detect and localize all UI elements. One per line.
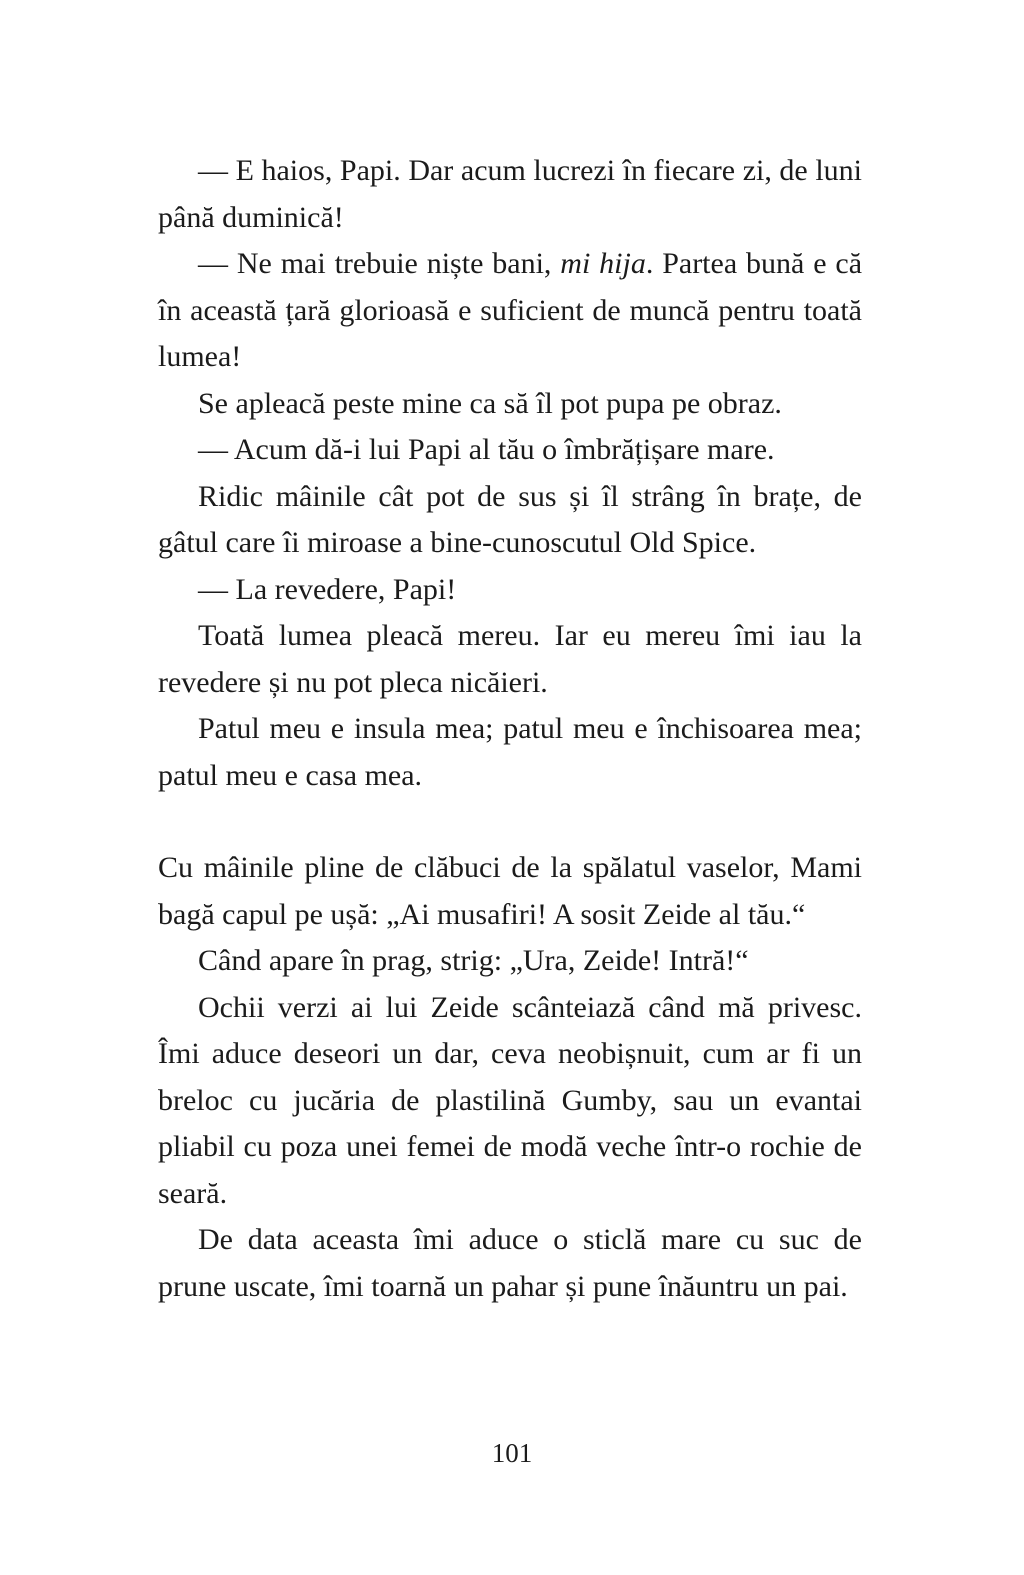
paragraph: Ridic mâinile cât pot de sus și îl strâng în brațe, de gâtul care îi miroase a bine-cunoscutul Old Spice. <box>158 479 862 559</box>
paragraph: Se apleacă peste mine ca să îl pot pupa pe obraz. <box>198 386 782 420</box>
paragraph-text: — Ne mai trebuie niște bani, <box>198 247 561 280</box>
paragraph: — La revedere, Papi! <box>198 572 457 606</box>
paragraph: Când apare în prag, strig: „Ura, Zeide! Intră!“ <box>198 944 749 977</box>
paragraph <box>158 241 862 381</box>
paragraph: — Acum dă-i lui Papi al tău o îmbrățișare mare. <box>198 433 775 466</box>
italic-phrase: mi hija <box>560 247 646 280</box>
paragraph: Toată lumea pleacă mereu. Iar eu mereu îmi iau la revedere și nu pot pleca nicăieri. <box>158 619 862 699</box>
body-text <box>158 148 862 1310</box>
paragraph: Patul meu e insula mea; patul meu e închisoarea mea; patul meu e casa mea. <box>158 712 862 792</box>
section-first-paragraph: Cu mâinile pline de clăbuci de la spălatul vaselor, Mami bagă capul pe ușă: „Ai musafiri! A sosit Zeide al tău.“ <box>158 851 862 931</box>
page-number: 101 <box>491 1438 533 1468</box>
paragraph: — E haios, Papi. Dar acum lucrezi în fiecare zi, de luni până duminică! <box>158 154 862 234</box>
paragraph: Ochii verzi ai lui Zeide scânteiază când mă privesc. Îmi aduce deseori un dar, ceva neobișnuit, cum ar fi un breloc cu jucăria de plastilină Gumby, sau un evantai pliabil cu poza unei femei de modă veche într-o rochie de seară. <box>158 990 862 1210</box>
paragraph-text: . Partea bună e că în această țară glorioasă e suficient de muncă pentru toată lumea! <box>158 247 863 373</box>
paragraph: De data aceasta îmi aduce o sticlă mare cu suc de prune uscate, îmi toarnă un pahar și pune înăuntru un pai. <box>158 1223 862 1303</box>
